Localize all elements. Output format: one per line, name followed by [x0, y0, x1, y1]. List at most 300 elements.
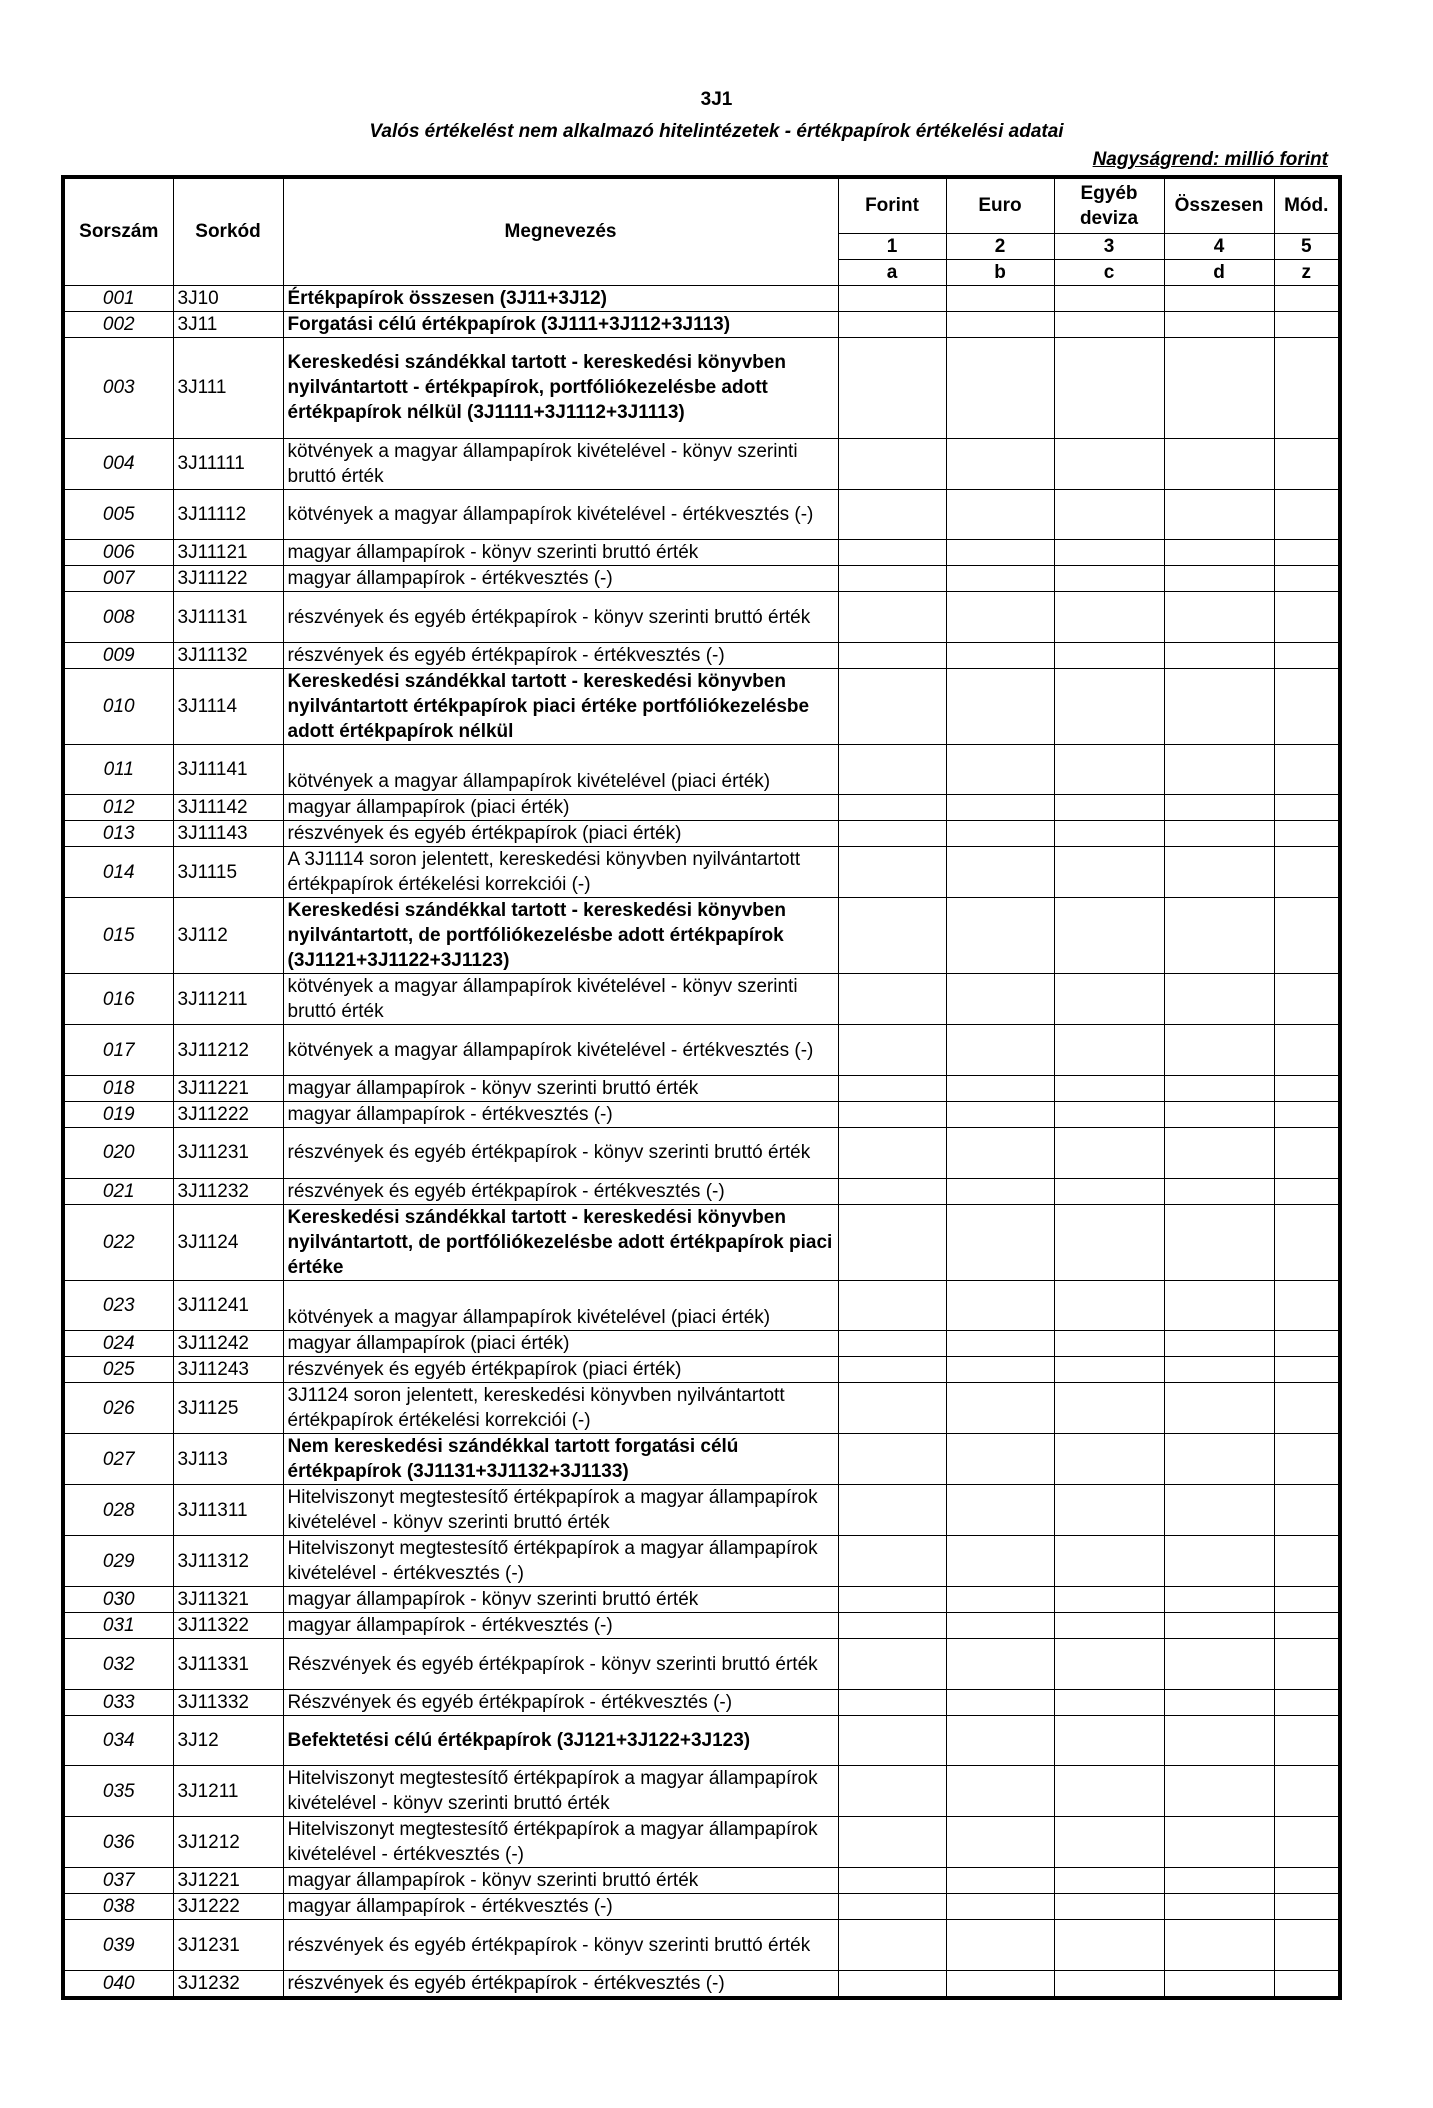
row-sorkod: 3J10	[173, 285, 283, 311]
table-row	[63, 847, 1340, 898]
value-cell-euro[interactable]	[946, 795, 1054, 821]
value-cell-osszesen[interactable]	[1164, 566, 1274, 592]
row-sorszam: 018	[63, 1076, 173, 1102]
value-cell-mod[interactable]	[1274, 1817, 1340, 1868]
value-cell-egyeb-deviza[interactable]	[1054, 898, 1164, 974]
value-cell-egyeb-deviza[interactable]	[1054, 1868, 1164, 1894]
value-cell-egyeb-deviza[interactable]	[1054, 1076, 1164, 1102]
value-cell-mod[interactable]	[1274, 1357, 1340, 1383]
value-cell-mod[interactable]	[1274, 489, 1340, 540]
value-cell-euro[interactable]	[946, 1178, 1054, 1204]
value-cell-euro[interactable]	[946, 668, 1054, 744]
row-sorkod: 3J11141	[173, 744, 283, 795]
row-sorszam: 023	[63, 1280, 173, 1331]
row-megnevezes: részvények és egyéb értékpapírok (piaci érték)	[283, 821, 838, 847]
value-cell-osszesen[interactable]	[1164, 1383, 1274, 1434]
value-cell-mod[interactable]	[1274, 1766, 1340, 1817]
row-sorkod: 3J11231	[173, 1128, 283, 1179]
value-cell-osszesen[interactable]	[1164, 1613, 1274, 1639]
value-cell-osszesen[interactable]	[1164, 285, 1274, 311]
value-cell-mod[interactable]	[1274, 1485, 1340, 1536]
table-row	[63, 668, 1340, 744]
table-row	[63, 821, 1340, 847]
value-cell-euro[interactable]	[946, 642, 1054, 668]
value-cell-egyeb-deviza[interactable]	[1054, 337, 1164, 438]
col-number: 1	[838, 233, 946, 259]
value-cell-mod[interactable]	[1274, 974, 1340, 1025]
value-cell-egyeb-deviza[interactable]	[1054, 1102, 1164, 1128]
row-sorkod: 3J1232	[173, 1971, 283, 1999]
value-cell-osszesen[interactable]	[1164, 1128, 1274, 1179]
row-megnevezes: Nem kereskedési szándékkal tartott forgatási célú értékpapírok (3J1131+3J1132+3J1133)	[283, 1434, 838, 1485]
value-cell-forint[interactable]	[838, 540, 946, 566]
value-cell-osszesen[interactable]	[1164, 847, 1274, 898]
row-megnevezes: Kereskedési szándékkal tartott - kereskedési könyvben nyilvántartott értékpapírok piaci értéke portfóliókezelésbe adott értékpapírok nélkül	[283, 668, 838, 744]
table-row	[63, 1178, 1340, 1204]
value-cell-egyeb-deviza[interactable]	[1054, 1178, 1164, 1204]
unit-label: Nagyságrend: millió forint	[1092, 149, 1328, 170]
row-sorkod: 3J113	[173, 1434, 283, 1485]
value-cell-euro[interactable]	[946, 438, 1054, 489]
value-cell-egyeb-deviza[interactable]	[1054, 438, 1164, 489]
value-cell-euro[interactable]	[946, 1076, 1054, 1102]
value-cell-euro[interactable]	[946, 540, 1054, 566]
value-cell-euro[interactable]	[946, 1689, 1054, 1715]
row-sorszam: 039	[63, 1920, 173, 1971]
table-row	[63, 1128, 1340, 1179]
value-cell-osszesen[interactable]	[1164, 1868, 1274, 1894]
value-cell-mod[interactable]	[1274, 668, 1340, 744]
value-cell-egyeb-deviza[interactable]	[1054, 1128, 1164, 1179]
table-row	[63, 285, 1340, 311]
value-cell-forint[interactable]	[838, 285, 946, 311]
value-cell-egyeb-deviza[interactable]	[1054, 1280, 1164, 1331]
col-header-sorkod: Sorkód	[173, 177, 283, 285]
row-megnevezes: Kereskedési szándékkal tartott - kereskedési könyvben nyilvántartott, de portfóliókezelésbe adott értékpapírok (3J1121+3J1122+3J1123)	[283, 898, 838, 974]
value-cell-euro[interactable]	[946, 1639, 1054, 1690]
value-cell-osszesen[interactable]	[1164, 642, 1274, 668]
value-cell-mod[interactable]	[1274, 642, 1340, 668]
value-cell-osszesen[interactable]	[1164, 1331, 1274, 1357]
value-cell-egyeb-deviza[interactable]	[1054, 795, 1164, 821]
table-row	[63, 1434, 1340, 1485]
value-cell-euro[interactable]	[946, 1280, 1054, 1331]
row-megnevezes: A 3J1114 soron jelentett, kereskedési könyvben nyilvántartott értékpapírok értékelési korrekciói (-)	[283, 847, 838, 898]
value-cell-euro[interactable]	[946, 566, 1054, 592]
value-cell-euro[interactable]	[946, 311, 1054, 337]
value-cell-osszesen[interactable]	[1164, 668, 1274, 744]
value-cell-forint[interactable]	[838, 821, 946, 847]
col-header-mod: Mód.	[1274, 177, 1340, 233]
value-cell-mod[interactable]	[1274, 1715, 1340, 1766]
row-sorkod: 3J1211	[173, 1766, 283, 1817]
value-cell-mod[interactable]	[1274, 1331, 1340, 1357]
value-cell-mod[interactable]	[1274, 337, 1340, 438]
value-cell-egyeb-deviza[interactable]	[1054, 744, 1164, 795]
row-sorszam: 021	[63, 1178, 173, 1204]
value-cell-forint[interactable]	[838, 1971, 946, 1999]
value-cell-mod[interactable]	[1274, 1587, 1340, 1613]
row-sorszam: 008	[63, 592, 173, 643]
value-cell-forint[interactable]	[838, 311, 946, 337]
value-cell-euro[interactable]	[946, 1383, 1054, 1434]
value-cell-euro[interactable]	[946, 821, 1054, 847]
value-cell-euro[interactable]	[946, 1025, 1054, 1076]
row-sorkod: 3J11322	[173, 1613, 283, 1639]
value-cell-forint[interactable]	[838, 566, 946, 592]
value-cell-egyeb-deviza[interactable]	[1054, 1383, 1164, 1434]
value-cell-euro[interactable]	[946, 1204, 1054, 1280]
row-megnevezes: részvények és egyéb értékpapírok (piaci érték)	[283, 1357, 838, 1383]
col-letter: d	[1164, 259, 1274, 285]
value-cell-forint[interactable]	[838, 1357, 946, 1383]
row-sorkod: 3J11121	[173, 540, 283, 566]
row-sorkod: 3J11	[173, 311, 283, 337]
value-cell-euro[interactable]	[946, 1536, 1054, 1587]
table-row	[63, 311, 1340, 337]
value-cell-forint[interactable]	[838, 1204, 946, 1280]
row-megnevezes: Hitelviszonyt megtestesítő értékpapírok a magyar állampapírok kivételével - értékvesztés (-)	[283, 1536, 838, 1587]
value-cell-forint[interactable]	[838, 1178, 946, 1204]
value-cell-euro[interactable]	[946, 489, 1054, 540]
value-cell-mod[interactable]	[1274, 1613, 1340, 1639]
row-megnevezes: Hitelviszonyt megtestesítő értékpapírok a magyar állampapírok kivételével - könyv szerinti bruttó érték	[283, 1485, 838, 1536]
row-sorkod: 3J11211	[173, 974, 283, 1025]
value-cell-egyeb-deviza[interactable]	[1054, 566, 1164, 592]
table-row	[63, 744, 1340, 795]
value-cell-euro[interactable]	[946, 1868, 1054, 1894]
value-cell-osszesen[interactable]	[1164, 974, 1274, 1025]
row-sorszam: 007	[63, 566, 173, 592]
value-cell-osszesen[interactable]	[1164, 795, 1274, 821]
table-row	[63, 489, 1340, 540]
value-cell-osszesen[interactable]	[1164, 821, 1274, 847]
value-cell-euro[interactable]	[946, 1587, 1054, 1613]
value-cell-egyeb-deviza[interactable]	[1054, 1894, 1164, 1920]
col-number: 4	[1164, 233, 1274, 259]
table-row	[63, 1613, 1340, 1639]
value-cell-osszesen[interactable]	[1164, 1715, 1274, 1766]
value-cell-mod[interactable]	[1274, 847, 1340, 898]
table-row	[63, 1639, 1340, 1690]
value-cell-forint[interactable]	[838, 1817, 946, 1868]
row-megnevezes: részvények és egyéb értékpapírok - könyv szerinti bruttó érték	[283, 1128, 838, 1179]
value-cell-egyeb-deviza[interactable]	[1054, 1536, 1164, 1587]
value-cell-mod[interactable]	[1274, 795, 1340, 821]
value-cell-euro[interactable]	[946, 1766, 1054, 1817]
value-cell-forint[interactable]	[838, 642, 946, 668]
value-cell-egyeb-deviza[interactable]	[1054, 1204, 1164, 1280]
value-cell-forint[interactable]	[838, 668, 946, 744]
table-row	[63, 540, 1340, 566]
value-cell-forint[interactable]	[838, 974, 946, 1025]
row-megnevezes: magyar állampapírok - értékvesztés (-)	[283, 566, 838, 592]
value-cell-osszesen[interactable]	[1164, 1894, 1274, 1920]
row-sorszam: 022	[63, 1204, 173, 1280]
value-cell-forint[interactable]	[838, 1689, 946, 1715]
row-sorkod: 3J11132	[173, 642, 283, 668]
value-cell-mod[interactable]	[1274, 1204, 1340, 1280]
value-cell-osszesen[interactable]	[1164, 540, 1274, 566]
value-cell-osszesen[interactable]	[1164, 1025, 1274, 1076]
table-row	[63, 592, 1340, 643]
value-cell-forint[interactable]	[838, 489, 946, 540]
table-row	[63, 974, 1340, 1025]
value-cell-egyeb-deviza[interactable]	[1054, 311, 1164, 337]
row-sorkod: 3J1115	[173, 847, 283, 898]
value-cell-forint[interactable]	[838, 592, 946, 643]
value-cell-euro[interactable]	[946, 1971, 1054, 1999]
row-sorszam: 026	[63, 1383, 173, 1434]
value-cell-euro[interactable]	[946, 285, 1054, 311]
value-cell-mod[interactable]	[1274, 1920, 1340, 1971]
row-sorszam: 001	[63, 285, 173, 311]
value-cell-egyeb-deviza[interactable]	[1054, 1485, 1164, 1536]
value-cell-mod[interactable]	[1274, 1128, 1340, 1179]
value-cell-mod[interactable]	[1274, 1971, 1340, 1999]
table-row	[63, 795, 1340, 821]
value-cell-osszesen[interactable]	[1164, 489, 1274, 540]
row-megnevezes: részvények és egyéb értékpapírok - értékvesztés (-)	[283, 1971, 838, 1999]
value-cell-forint[interactable]	[838, 1587, 946, 1613]
table-row	[63, 1025, 1340, 1076]
row-megnevezes: kötvények a magyar állampapírok kivételével - könyv szerinti bruttó érték	[283, 974, 838, 1025]
value-cell-forint[interactable]	[838, 795, 946, 821]
value-cell-forint[interactable]	[838, 1536, 946, 1587]
value-cell-osszesen[interactable]	[1164, 1639, 1274, 1690]
value-cell-mod[interactable]	[1274, 1280, 1340, 1331]
value-cell-osszesen[interactable]	[1164, 1587, 1274, 1613]
value-cell-euro[interactable]	[946, 1485, 1054, 1536]
row-megnevezes: kötvények a magyar állampapírok kivételével (piaci érték)	[283, 1280, 838, 1331]
value-cell-egyeb-deviza[interactable]	[1054, 1920, 1164, 1971]
row-sorszam: 002	[63, 311, 173, 337]
value-cell-mod[interactable]	[1274, 1639, 1340, 1690]
value-cell-euro[interactable]	[946, 1357, 1054, 1383]
value-cell-euro[interactable]	[946, 1331, 1054, 1357]
value-cell-mod[interactable]	[1274, 1178, 1340, 1204]
value-cell-egyeb-deviza[interactable]	[1054, 1766, 1164, 1817]
value-cell-egyeb-deviza[interactable]	[1054, 1689, 1164, 1715]
value-cell-mod[interactable]	[1274, 1076, 1340, 1102]
value-cell-forint[interactable]	[838, 1894, 946, 1920]
value-cell-mod[interactable]	[1274, 285, 1340, 311]
value-cell-egyeb-deviza[interactable]	[1054, 1971, 1164, 1999]
row-megnevezes: Részvények és egyéb értékpapírok - értékvesztés (-)	[283, 1689, 838, 1715]
value-cell-euro[interactable]	[946, 1128, 1054, 1179]
row-sorszam: 036	[63, 1817, 173, 1868]
value-cell-mod[interactable]	[1274, 898, 1340, 974]
row-sorszam: 020	[63, 1128, 173, 1179]
value-cell-mod[interactable]	[1274, 311, 1340, 337]
value-cell-forint[interactable]	[838, 1076, 946, 1102]
value-cell-mod[interactable]	[1274, 1536, 1340, 1587]
value-cell-euro[interactable]	[946, 1102, 1054, 1128]
row-sorkod: 3J1212	[173, 1817, 283, 1868]
table-row	[63, 438, 1340, 489]
value-cell-osszesen[interactable]	[1164, 1434, 1274, 1485]
col-header-euro: Euro	[946, 177, 1054, 233]
table-row	[63, 1536, 1340, 1587]
value-cell-egyeb-deviza[interactable]	[1054, 1587, 1164, 1613]
value-cell-forint[interactable]	[838, 898, 946, 974]
value-cell-osszesen[interactable]	[1164, 898, 1274, 974]
value-cell-euro[interactable]	[946, 744, 1054, 795]
value-cell-forint[interactable]	[838, 1102, 946, 1128]
value-cell-forint[interactable]	[838, 1485, 946, 1536]
value-cell-mod[interactable]	[1274, 1025, 1340, 1076]
value-cell-egyeb-deviza[interactable]	[1054, 285, 1164, 311]
row-sorkod: 3J1222	[173, 1894, 283, 1920]
value-cell-egyeb-deviza[interactable]	[1054, 1715, 1164, 1766]
row-sorszam: 028	[63, 1485, 173, 1536]
value-cell-euro[interactable]	[946, 1613, 1054, 1639]
row-megnevezes: Értékpapírok összesen (3J11+3J12)	[283, 285, 838, 311]
value-cell-euro[interactable]	[946, 974, 1054, 1025]
row-sorszam: 010	[63, 668, 173, 744]
value-cell-egyeb-deviza[interactable]	[1054, 821, 1164, 847]
value-cell-osszesen[interactable]	[1164, 592, 1274, 643]
value-cell-egyeb-deviza[interactable]	[1054, 1357, 1164, 1383]
row-sorszam: 012	[63, 795, 173, 821]
col-header-megnevezes: Megnevezés	[283, 177, 838, 285]
value-cell-osszesen[interactable]	[1164, 1971, 1274, 1999]
row-sorkod: 3J11321	[173, 1587, 283, 1613]
value-cell-osszesen[interactable]	[1164, 1689, 1274, 1715]
value-cell-mod[interactable]	[1274, 1102, 1340, 1128]
value-cell-egyeb-deviza[interactable]	[1054, 1817, 1164, 1868]
value-cell-euro[interactable]	[946, 847, 1054, 898]
value-cell-euro[interactable]	[946, 337, 1054, 438]
value-cell-forint[interactable]	[838, 1639, 946, 1690]
row-megnevezes: magyar állampapírok - könyv szerinti bruttó érték	[283, 1868, 838, 1894]
value-cell-osszesen[interactable]	[1164, 1076, 1274, 1102]
col-header-egyeb-deviza: Egyéb deviza	[1054, 177, 1164, 233]
row-sorszam: 033	[63, 1689, 173, 1715]
value-cell-euro[interactable]	[946, 898, 1054, 974]
value-cell-mod[interactable]	[1274, 1868, 1340, 1894]
row-sorkod: 3J11232	[173, 1178, 283, 1204]
row-megnevezes: kötvények a magyar állampapírok kivételével - értékvesztés (-)	[283, 1025, 838, 1076]
row-sorszam: 040	[63, 1971, 173, 1999]
value-cell-egyeb-deviza[interactable]	[1054, 642, 1164, 668]
value-cell-euro[interactable]	[946, 1715, 1054, 1766]
row-sorszam: 006	[63, 540, 173, 566]
value-cell-mod[interactable]	[1274, 744, 1340, 795]
value-cell-mod[interactable]	[1274, 1689, 1340, 1715]
value-cell-forint[interactable]	[838, 1434, 946, 1485]
value-cell-osszesen[interactable]	[1164, 744, 1274, 795]
value-cell-egyeb-deviza[interactable]	[1054, 540, 1164, 566]
value-cell-osszesen[interactable]	[1164, 1204, 1274, 1280]
row-sorkod: 3J11242	[173, 1331, 283, 1357]
value-cell-mod[interactable]	[1274, 566, 1340, 592]
value-cell-mod[interactable]	[1274, 821, 1340, 847]
value-cell-osszesen[interactable]	[1164, 1102, 1274, 1128]
value-cell-egyeb-deviza[interactable]	[1054, 1639, 1164, 1690]
value-cell-euro[interactable]	[946, 1817, 1054, 1868]
value-cell-osszesen[interactable]	[1164, 1357, 1274, 1383]
row-sorkod: 3J11311	[173, 1485, 283, 1536]
row-sorkod: 3J1221	[173, 1868, 283, 1894]
row-sorkod: 3J12	[173, 1715, 283, 1766]
value-cell-osszesen[interactable]	[1164, 438, 1274, 489]
value-cell-egyeb-deviza[interactable]	[1054, 489, 1164, 540]
table-row	[63, 1102, 1340, 1128]
value-cell-osszesen[interactable]	[1164, 1766, 1274, 1817]
value-cell-mod[interactable]	[1274, 1434, 1340, 1485]
value-cell-forint[interactable]	[838, 1331, 946, 1357]
value-cell-egyeb-deviza[interactable]	[1054, 1025, 1164, 1076]
value-cell-mod[interactable]	[1274, 1894, 1340, 1920]
row-sorszam: 011	[63, 744, 173, 795]
value-cell-forint[interactable]	[838, 847, 946, 898]
row-sorszam: 005	[63, 489, 173, 540]
value-cell-forint[interactable]	[838, 1280, 946, 1331]
row-sorszam: 016	[63, 974, 173, 1025]
value-cell-forint[interactable]	[838, 438, 946, 489]
value-cell-egyeb-deviza[interactable]	[1054, 974, 1164, 1025]
value-cell-forint[interactable]	[838, 1715, 946, 1766]
table-row	[63, 1357, 1340, 1383]
value-cell-forint[interactable]	[838, 1128, 946, 1179]
row-megnevezes: részvények és egyéb értékpapírok - könyv szerinti bruttó érték	[283, 1920, 838, 1971]
data-table	[61, 175, 1342, 2000]
value-cell-euro[interactable]	[946, 1894, 1054, 1920]
value-cell-forint[interactable]	[838, 1025, 946, 1076]
row-megnevezes: magyar állampapírok - könyv szerinti bruttó érték	[283, 1587, 838, 1613]
value-cell-mod[interactable]	[1274, 540, 1340, 566]
row-sorszam: 024	[63, 1331, 173, 1357]
value-cell-forint[interactable]	[838, 744, 946, 795]
value-cell-egyeb-deviza[interactable]	[1054, 1613, 1164, 1639]
value-cell-osszesen[interactable]	[1164, 1920, 1274, 1971]
value-cell-osszesen[interactable]	[1164, 1280, 1274, 1331]
row-sorszam: 037	[63, 1868, 173, 1894]
value-cell-mod[interactable]	[1274, 438, 1340, 489]
value-cell-euro[interactable]	[946, 592, 1054, 643]
value-cell-egyeb-deviza[interactable]	[1054, 1434, 1164, 1485]
value-cell-osszesen[interactable]	[1164, 1536, 1274, 1587]
value-cell-mod[interactable]	[1274, 592, 1340, 643]
value-cell-forint[interactable]	[838, 1920, 946, 1971]
value-cell-forint[interactable]	[838, 1383, 946, 1434]
row-sorszam: 017	[63, 1025, 173, 1076]
value-cell-forint[interactable]	[838, 1613, 946, 1639]
table-row	[63, 1689, 1340, 1715]
value-cell-egyeb-deviza[interactable]	[1054, 592, 1164, 643]
row-megnevezes: 3J1124 soron jelentett, kereskedési könyvben nyilvántartott értékpapírok értékelési korrekciói (-)	[283, 1383, 838, 1434]
value-cell-egyeb-deviza[interactable]	[1054, 1331, 1164, 1357]
col-number: 2	[946, 233, 1054, 259]
value-cell-osszesen[interactable]	[1164, 1817, 1274, 1868]
value-cell-euro[interactable]	[946, 1920, 1054, 1971]
value-cell-forint[interactable]	[838, 1868, 946, 1894]
value-cell-egyeb-deviza[interactable]	[1054, 847, 1164, 898]
row-megnevezes: Részvények és egyéb értékpapírok - könyv szerinti bruttó érték	[283, 1639, 838, 1690]
value-cell-euro[interactable]	[946, 1434, 1054, 1485]
row-sorszam: 027	[63, 1434, 173, 1485]
value-cell-osszesen[interactable]	[1164, 1178, 1274, 1204]
value-cell-forint[interactable]	[838, 337, 946, 438]
value-cell-mod[interactable]	[1274, 1383, 1340, 1434]
value-cell-osszesen[interactable]	[1164, 311, 1274, 337]
value-cell-forint[interactable]	[838, 1766, 946, 1817]
row-sorkod: 3J11222	[173, 1102, 283, 1128]
value-cell-osszesen[interactable]	[1164, 1485, 1274, 1536]
value-cell-egyeb-deviza[interactable]	[1054, 668, 1164, 744]
value-cell-osszesen[interactable]	[1164, 337, 1274, 438]
